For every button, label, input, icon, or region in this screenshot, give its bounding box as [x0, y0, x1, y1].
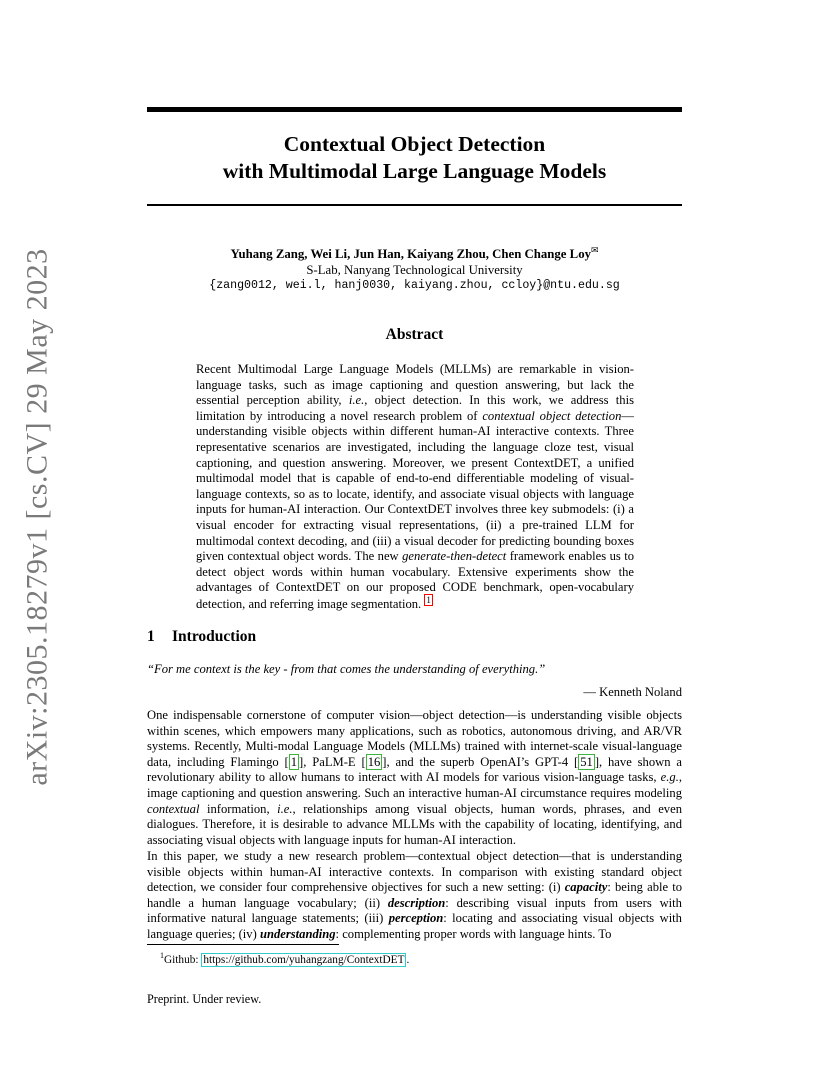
section-title: Introduction: [172, 628, 257, 645]
footnote-end: .: [406, 953, 410, 966]
footnote-label: Github:: [164, 953, 202, 966]
footnote: [160, 949, 680, 967]
preprint-note: Preprint. Under review.: [147, 992, 262, 1006]
paragraph-italic: contextual: [147, 801, 200, 816]
footnote-rule: [147, 944, 339, 945]
paragraph-text: information,: [199, 801, 278, 816]
abstract-text: —understanding visible objects within different human-AI interactive contexts. Three representative scenarios are investigated, including the language cloze test, visual captioning, and question answering. Moreover, we present ContextDET, a unified multimodal model that is capable of end-to-end differentiable modeling of visual-language contexts, so as to locate, identify, and associate visual objects with language inputs for human-AI interaction. Our ContextDET involves three key submodels: (i) a visual encoder for extracting visual representations, (ii) a pre-trained LLM for multimodal context decoding, and (iii) a visual decoder for predicting bounding boxes given contextual object words. The new: [196, 408, 634, 564]
title-line-1: Contextual Object Detection: [283, 132, 546, 156]
citation-link[interactable]: 16: [367, 754, 381, 769]
citation-link[interactable]: 1: [290, 754, 298, 769]
paragraph-italic: e.g.: [660, 770, 679, 785]
paragraph-italic: i.e.: [277, 801, 293, 816]
paper-title: [147, 131, 682, 185]
paragraph-text: In this paper, we study a new research problem—contextual object detection—that is understanding visible objects within human-AI interactive contexts. In comparison with existing standard object detection, we consider four comprehensive objectives for such a new setting: (i): [147, 849, 682, 895]
abstract-text: framework enables us to detect object words within human vocabulary. Extensive experiments show the advantages of ContextDET on our proposed CODE benchmark, open-vocabulary detection, and referring image segmentation.: [196, 549, 634, 611]
abstract-text: , object detection. In this work, we address this limitation by introducing a novel research problem of: [196, 393, 635, 423]
citation-link[interactable]: 51: [580, 754, 593, 769]
author-emails: {zang0012, wei.l, hanj0030, kaiyang.zhou, ccloy}@ntu.edu.sg: [209, 279, 620, 292]
paragraph-text: : being able to handle a human language vocabulary; (ii): [147, 880, 682, 910]
intro-paragraph-1: [147, 708, 682, 848]
author-block: [147, 242, 682, 294]
abstract-italic: generate-then-detect: [402, 549, 507, 564]
abstract-text: Recent Multimodal Large Language Models (MLLMs) are remarkable in vision-language tasks, such as image captioning and question answering, but lack the essential perception ability,: [196, 362, 634, 408]
footnote-mark: 1: [160, 951, 164, 960]
paragraph-text: : complementing proper words with language hints. To: [335, 926, 612, 941]
paragraph-text: One indispensable cornerstone of computer vision—object detection—is understanding visible objects within scenes, which empowers many applications, such as robotics, autonomous driving, and AR/VR systems. Recently, Multi-modal Language Models (MLLMs) trained with internet-scale visual-language data, including Flamingo [: [147, 708, 682, 769]
objective-keyword: perception: [388, 911, 444, 926]
arxiv-identifier-text: arXiv:2305.18279v1 [cs.CV] 29 May 2023: [21, 248, 54, 786]
abstract-body: [196, 362, 634, 613]
paragraph-text: ], PaLM-E [: [299, 754, 366, 769]
paragraph-text: , relationships among visual objects, human words, phrases, and even dialogues. Therefore, it is desirable to advance MLLMs with the capability of locating, identifying, and associating visual objects with language inputs for human-AI interaction.: [147, 801, 682, 847]
intro-paragraph-2: [147, 849, 682, 943]
objective-keyword: understanding: [259, 926, 336, 941]
objective-keyword: description: [387, 895, 446, 910]
author-names: Yuhang Zang, Wei Li, Jun Han, Kaiyang Zhou, Chen Change Loy: [230, 247, 592, 261]
paragraph-text: , image captioning and question answering. Such an interactive human-AI circumstance requires modeling: [147, 770, 682, 800]
epigraph-text: “For me context is the key - from that comes the understanding of everything.”: [147, 662, 546, 676]
corresponding-author-envelope-icon: ✉: [591, 245, 599, 255]
abstract-heading: Abstract: [385, 326, 444, 343]
title-top-rule: [147, 107, 682, 112]
arxiv-identifier: [18, 248, 58, 786]
title-line-2: with Multimodal Large Language Models: [222, 159, 607, 183]
paragraph-text: : locating and associating visual objects with language queries; (iv): [147, 911, 682, 941]
abstract-italic: contextual object detection: [482, 408, 622, 423]
paragraph-text: ], and the superb OpenAI’s GPT-4 [: [382, 754, 579, 769]
section-heading-introduction: [147, 628, 682, 646]
github-link[interactable]: https://github.com/yuhangzang/ContextDET: [203, 953, 405, 966]
section-number: 1: [147, 628, 155, 645]
abstract-italic: i.e.: [348, 393, 365, 408]
footnote-reference-link[interactable]: 1: [426, 594, 431, 605]
paragraph-text: ], have shown a revolutionary ability to allow humans to interact with AI models for various vision-language tasks,: [147, 754, 682, 785]
paragraph-text: : describing visual inputs from users with informative natural language statements; (iii): [147, 895, 682, 926]
title-bottom-rule: [147, 204, 682, 206]
epigraph-quote: [147, 662, 682, 678]
epigraph-attribution: — Kenneth Noland: [583, 685, 682, 699]
objective-keyword: capacity: [564, 880, 608, 895]
affiliation: S-Lab, Nanyang Technological University: [306, 263, 523, 277]
